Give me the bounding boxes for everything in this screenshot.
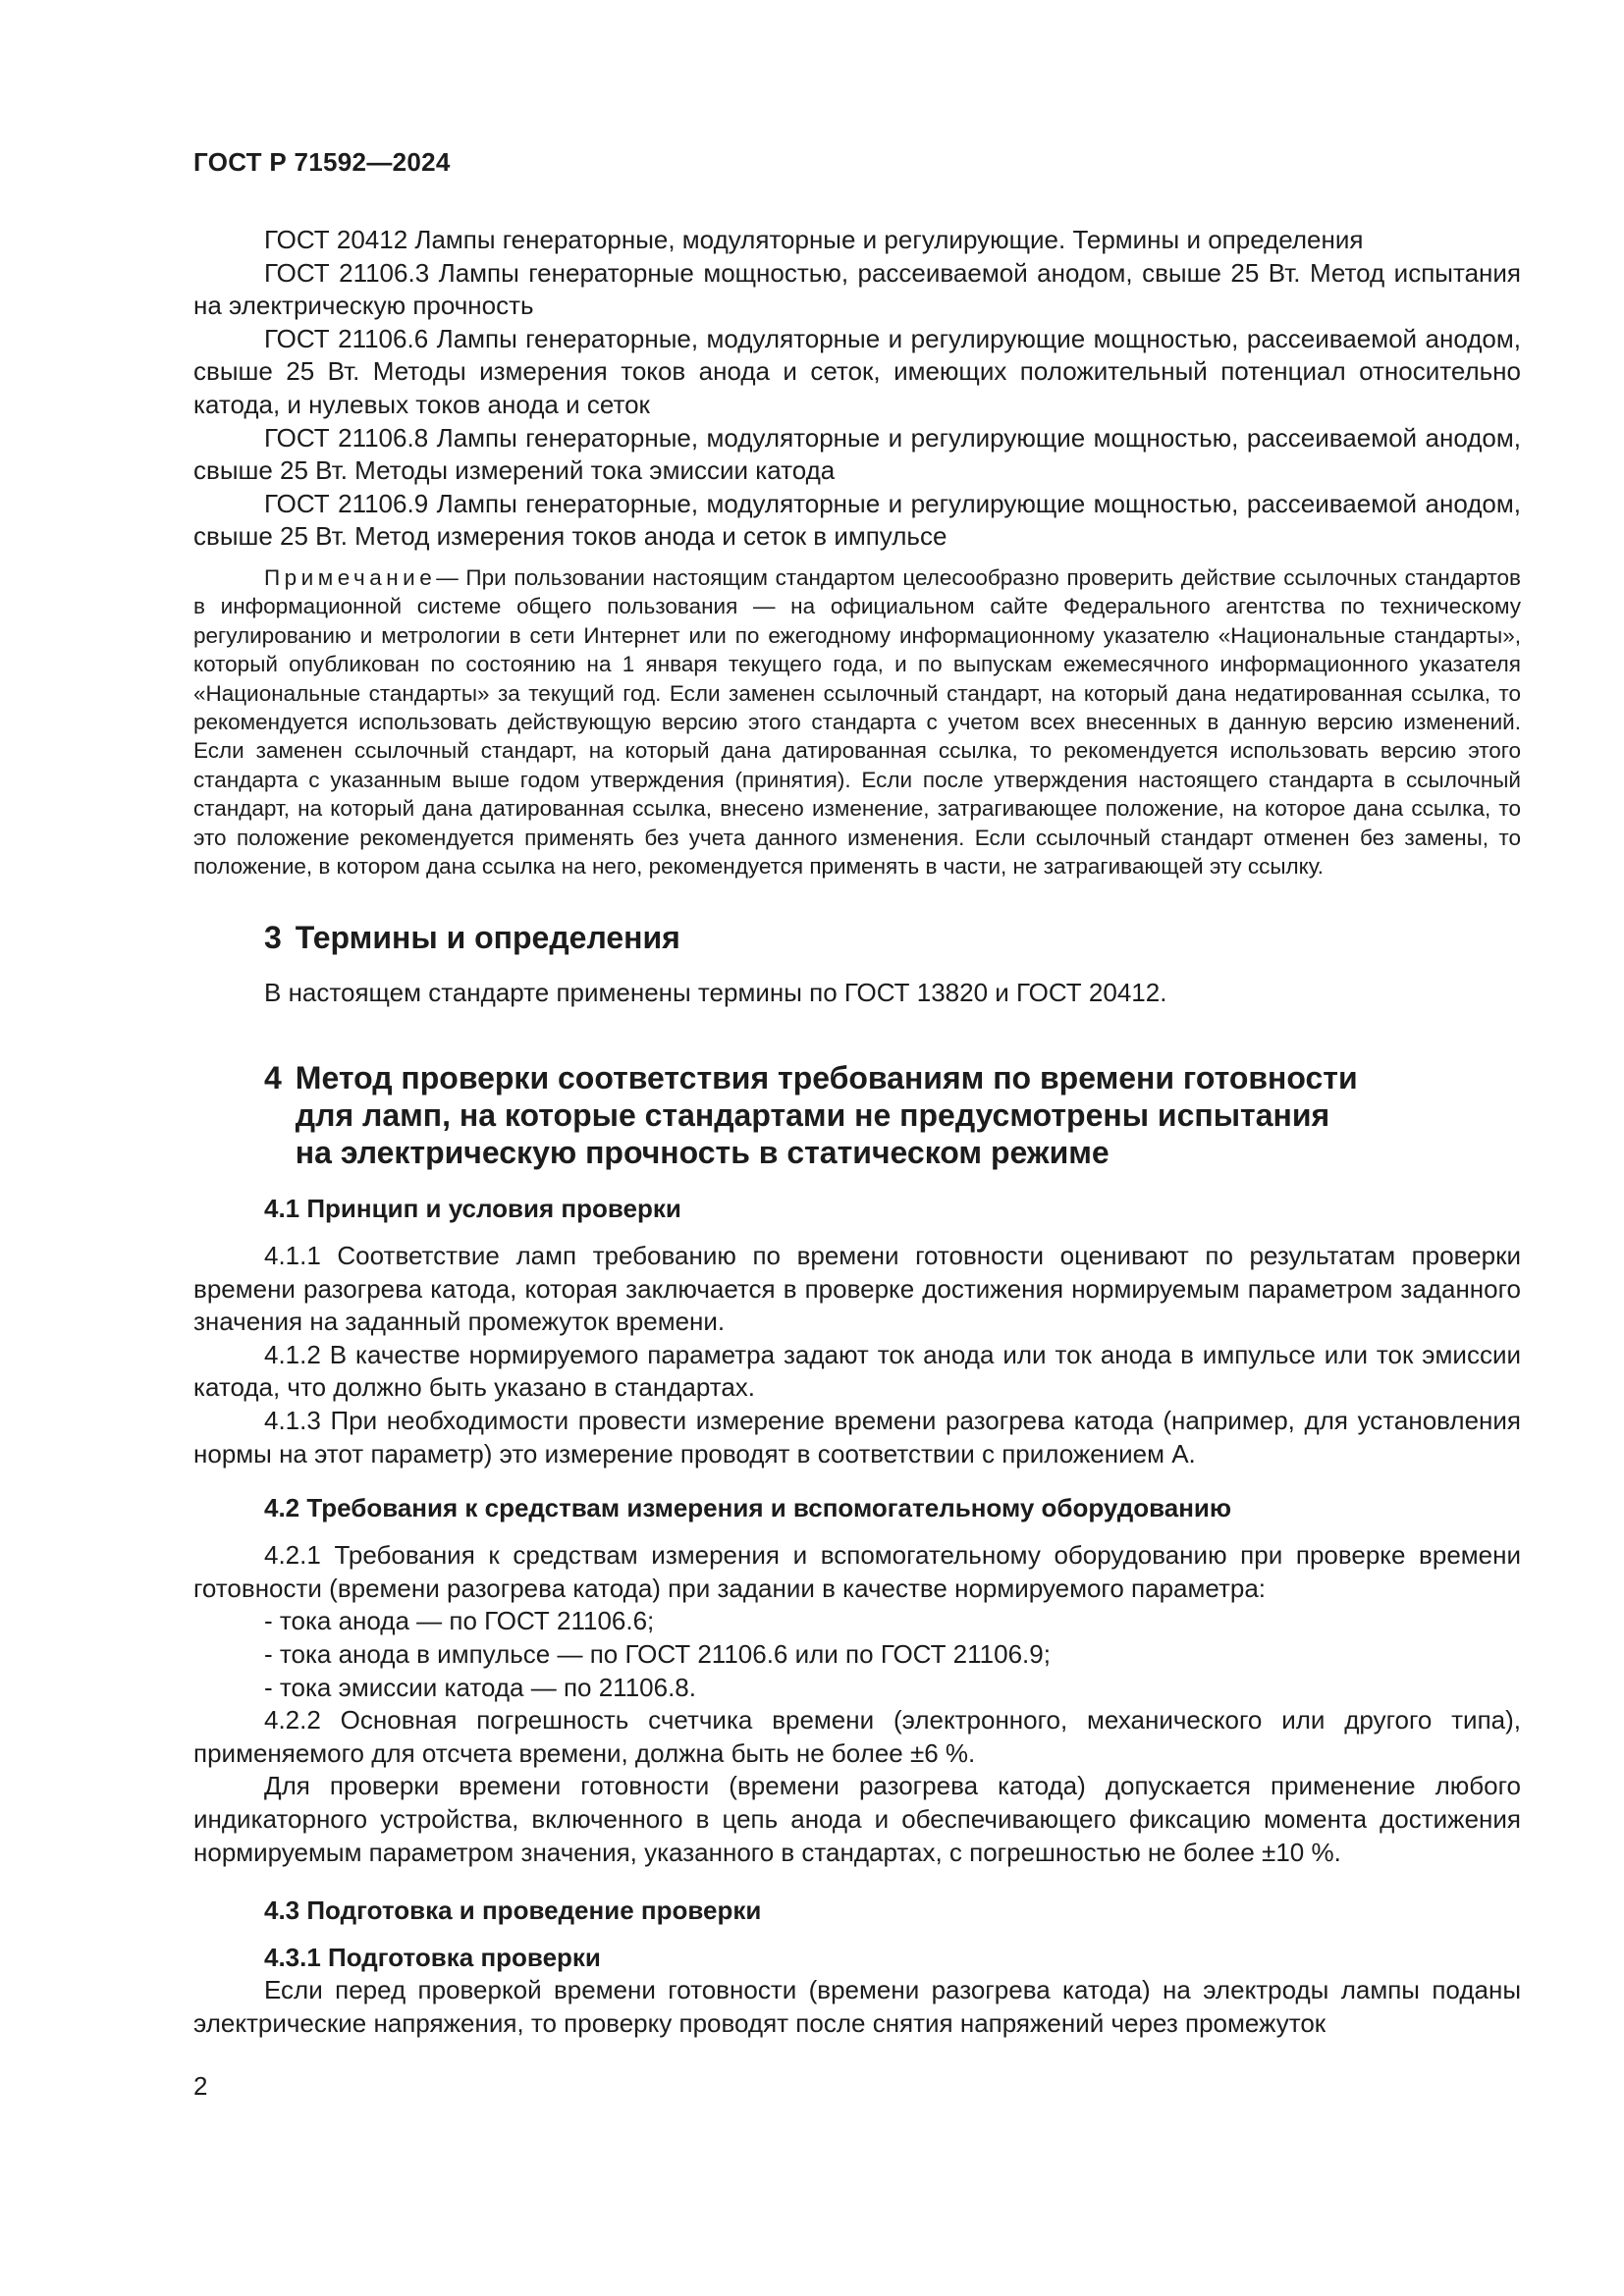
section-3-text: В настоящем стандарте применены термины по ГОСТ 13820 и ГОСТ 20412. bbox=[264, 978, 1167, 1008]
reference-item: ГОСТ 21106.3 Лампы генераторные мощностью, рассеиваемой анодом, свыше 25 Вт. Метод испытания на электрическую прочность bbox=[193, 257, 1521, 321]
section-4-title-line: для ламп, на которые стандартами не предусмотрены испытания bbox=[295, 1097, 1330, 1133]
list-item: - тока анода — по ГОСТ 21106.6; bbox=[264, 1606, 655, 1636]
section-3-number: 3 bbox=[264, 920, 282, 956]
reference-item: ГОСТ 21106.8 Лампы генераторные, модуляторные и регулирующие мощностью, рассеиваемой анодом, свыше 25 Вт. Методы измерений тока эмиссии катода bbox=[193, 422, 1521, 486]
section-3-title: Термины и определения bbox=[295, 920, 680, 956]
reference-item: ГОСТ 21106.6 Лампы генераторные, модуляторные и регулирующие мощностью, рассеиваемой анодом, свыше 25 Вт. Методы измерения токов анода и сеток, имеющих положительный потенциал относительно катода, и нулевых токов анода и сеток bbox=[193, 323, 1521, 419]
clause-4-2-2: 4.2.2 Основная погрешность счетчика времени (электронного, механического или другого типа), применяемого для отсчета времени, должна быть не более ±6 %. bbox=[193, 1705, 1521, 1768]
section-4-title-line: на электрическую прочность в статическом режиме bbox=[295, 1135, 1110, 1170]
list-item: - тока анода в импульсе — по ГОСТ 21106.6 или по ГОСТ 21106.9; bbox=[264, 1638, 1051, 1669]
note-label: Примечание bbox=[264, 564, 437, 590]
section-4-heading bbox=[193, 1059, 1521, 1171]
page-number: 2 bbox=[193, 2071, 208, 2101]
list-item: - тока эмиссии катода — по 21106.8. bbox=[264, 1672, 696, 1702]
section-3-heading bbox=[193, 919, 1521, 956]
clause-4-1-3: 4.1.3 При необходимости провести измерение времени разогрева катода (например, для установления нормы на этот параметр) это измерение проводят в соответствии с приложением А. bbox=[193, 1405, 1521, 1468]
clause-4-2-2-note: Для проверки времени готовности (времени разогрева катода) допускается применение любого индикаторного устройства, включенного в цепь анода и обеспечивающего фиксацию момента достижения нормируемым параметром значения, указанного в стандартах, с погрешностью не более ±10 %. bbox=[193, 1771, 1521, 1867]
document-header: ГОСТ Р 71592—2024 bbox=[193, 147, 451, 177]
clause-4-3-1-text: Если перед проверкой времени готовности (времени разогрева катода) на электроды лампы поданы электрические напряжения, то проверку проводят после снятия напряжений через промежуток bbox=[193, 1975, 1521, 2038]
clause-4-1-2: 4.1.2 В качестве нормируемого параметра задают ток анода или ток анода в импульсе или ток эмиссии катода, что должно быть указано в стандартах. bbox=[193, 1339, 1521, 1403]
subsection-4-1-heading: 4.1 Принцип и условия проверки bbox=[264, 1194, 681, 1223]
subsection-4-2-heading: 4.2 Требования к средствам измерения и вспомогательному оборудованию bbox=[264, 1493, 1232, 1523]
section-4-title-line: Метод проверки соответствия требованиям по времени готовности bbox=[295, 1060, 1358, 1095]
reference-note bbox=[193, 563, 1521, 881]
clause-4-1-1: 4.1.1 Соответствие ламп требованию по времени готовности оценивают по результатам проверки времени разогрева катода, которая заключается в проверке достижения нормируемым параметром заданного значения на заданный промежуток времени. bbox=[193, 1241, 1521, 1337]
section-4-number: 4 bbox=[264, 1060, 282, 1095]
reference-item: ГОСТ 20412 Лампы генераторные, модуляторные и регулирующие. Термины и определения bbox=[264, 225, 1364, 254]
document-body bbox=[193, 224, 1521, 2040]
note-text: — При пользовании настоящим стандартом целесообразно проверить действие ссылочных стандартов в информационной системе общего пользования — на официальном сайте Федерального агентства по техническому регулированию и метрологии в сети Интернет или по ежегодному информационному указателю «Национальные стандарты», который опубликован по состоянию на 1 января текущего года, и по выпускам ежемесячного информационного указателя «Национальные стандарты» за текущий год. Если заменен ссылочный стандарт, на который дана недатированная ссылка, то рекомендуется использовать действующую версию этого стандарта с учетом всех внесенных в данную версию изменений. Если заменен ссылочный стандарт, на который дана датированная ссылка, то рекомендуется использовать версию этого стандарта с указанным выше годом утверждения (принятия). Если после утверждения настоящего стандарта в ссылочный стандарт, на который дана датированная ссылка, внесено изменение, затрагивающее положение, на которое дана ссылка, то это положение рекомендуется применять без учета данного изменения. Если ссылочный стандарт отменен без замены, то положение, в котором дана ссылка на него, рекомендуется применять в части, не затрагивающей эту ссылку. bbox=[193, 564, 1521, 879]
clause-4-3-1-heading: 4.3.1 Подготовка проверки bbox=[264, 1943, 601, 1973]
section-4-title bbox=[296, 1059, 1358, 1171]
reference-item: ГОСТ 21106.9 Лампы генераторные, модуляторные и регулирующие мощностью, рассеиваемой анодом, свыше 25 Вт. Метод измерения токов анода и сеток в импульсе bbox=[193, 488, 1521, 552]
clause-4-2-1: 4.2.1 Требования к средствам измерения и вспомогательному оборудованию при проверке времени готовности (времени разогрева катода) при задании в качестве нормируемого параметра: bbox=[193, 1540, 1521, 1603]
subsection-4-3-heading: 4.3 Подготовка и проведение проверки bbox=[264, 1896, 762, 1926]
